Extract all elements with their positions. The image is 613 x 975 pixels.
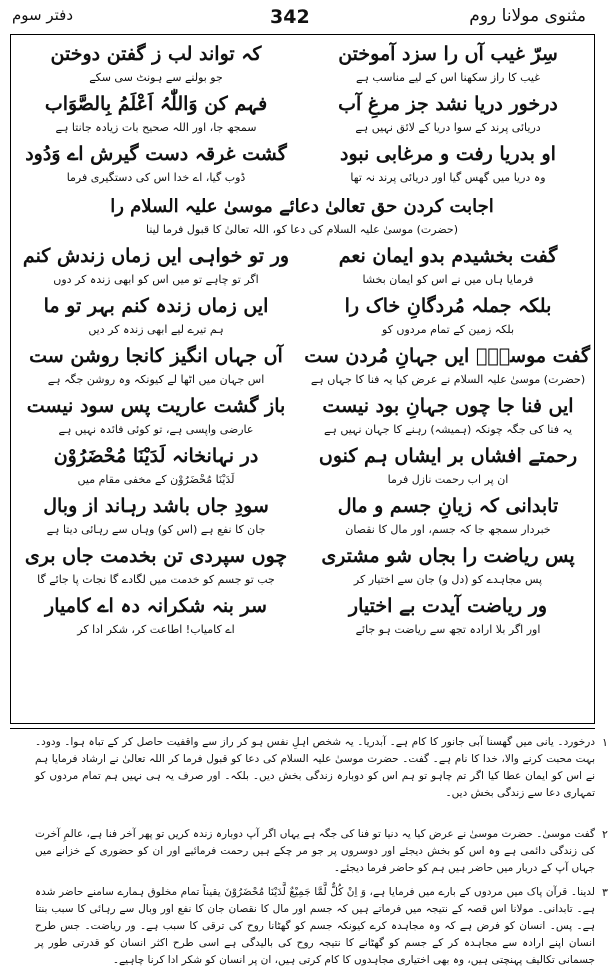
gloss-left: اگر تو چاہے تو میں اس کو ابھی زندہ کر دوں <box>53 273 259 286</box>
gloss-left: عارضی واپسی ہے، تو کوئی فائدہ نہیں ہے <box>58 423 254 436</box>
verse-right: گفت موسیٰؑ ایں جہانِ مُردن ست <box>304 345 590 367</box>
verse-left: در نہانخانہ لَدَیْنَا مُحْضَرُوْن <box>53 445 259 467</box>
gloss-left: جو بولنے سے ہونٹ سی سکے <box>89 71 223 84</box>
gloss-left: لَدَیْنَا مُحْضَرُوْن کے مخفی مقام میں <box>77 473 235 486</box>
footnote-text: گفت موسیٰ۔ حضرت موسیٰ نے عرض کیا یہ دنیا تو فنا کی جگہ ہے یہاں اگر آپ دوبارہ زندہ کریں تو پھر آخر فنا ہے، عالمِ آخرت کی زندگی دائمی ہے وہ اس کو بخش دیجئے اور دوسروں پر جو مر چکے ہیں رحمت فرمائیے اور ان کو حضوری کے خزانے میں جہاں آپ کے دربار میں حاضر ہیں ہم کو حاضر فرما دیجئے۔ <box>35 828 595 874</box>
gloss-left: سمجھ جا، اور اللہ صحیح بات زیادہ جانتا ہے <box>55 121 257 134</box>
footnote-text: درخورد۔ یانی میں گھسنا آبی جانور کا کام ہے۔ آبدریا۔ یہ شخص اہلِ نفس ہو کر راز سے واقفیت حاصل کر کے تباہ ہوا۔ ودود۔ بہت محبت کرنے والا، خدا کا نام ہے۔ گفت۔ حضرت موسیٰ علیہ السلام کی دعا کو قبول فرما کر اللہ تعالیٰ نے ارشاد فرمایا ہم نے اس کو ایمان عطا کیا اگر تم چاہو تو ہم اس کو دوبارہ زندگی بخش دیں۔ بلکہ۔ اور صرف یہ ہی نہیں ہم تمام مردوں کو تمہاری دعا سے زندگی بخش دیں۔ <box>35 736 595 799</box>
gloss-right: دریائی پرند کے سوا دریا کے لائق نہیں ہے <box>355 121 541 134</box>
footnote-divider <box>10 728 595 729</box>
section-title: دفتر سوم <box>12 6 74 24</box>
gloss-left: ڈوب گیا، اے خدا اس کی دستگیری فرما <box>66 171 246 184</box>
gloss-right: غیب کا راز سکھنا اس کے لیے مناسب ہے <box>356 71 540 84</box>
verse-left: آں جہاں انگیز کانجا روشن ست <box>29 345 283 367</box>
gloss-left: اے کامیاب! اطاعت کر، شکر ادا کر <box>77 623 235 636</box>
footnote <box>35 826 608 878</box>
gloss-right: بلکہ زمین کے تمام مردوں کو <box>381 323 515 336</box>
page-header <box>0 0 600 36</box>
verse-right: پس ریاضت را بجاں شو مشتری <box>321 545 575 567</box>
verse-left: ور تو خواہی ایں زماں زندش کنم <box>22 245 290 267</box>
footnote <box>35 884 608 972</box>
gloss-right: وہ دریا میں گھس گیا اور دریائی پرند نہ تھا <box>350 171 546 184</box>
verse-left: سودِ جاں باشد رہاند از وبال <box>43 495 269 517</box>
verse-right: درخور دریا نشد جز مرغِ آب <box>338 93 558 115</box>
verse-right: تابدانی کہ زیانِ جسم و مال <box>337 495 559 517</box>
footnote-text: لدینا۔ قرآن پاک میں مردوں کے بارے میں فرمایا ہے، وَ اِنْ کُلٌّ لَّمَّا جَمِیْعٌ لَّدَیْنَا مُحْضَرُوْنَ یقیناً تمام مخلوق ہمارے سامنے حاضر شدہ ہے۔ تابدانی۔ مولانا اس قصہ کے نتیجہ میں فرماتے ہیں کہ جسم اور مال کا نقصان جان کا نفع اور وبال سے رہائی کا سبب بنتا ہے۔ پس۔ انسان کو فرض ہے کہ وہ مجاہدہ کرے کیونکہ جسم کو گھٹانا روح کی ترقی کا سبب ہے۔ ور ریاضت۔ جس طرح انسان اپنے ارادہ سے مجاہدہ کر کے جسم کو گھٹانے کا نتیجہ روح کی بالیدگی ہے اسی طرح اکثر انسان کو قدرتی طور پر جسمانی تکالیف پہنچتی ہیں، وہ بھی اختیاری مجاہدوں کا کام کرتی ہیں، ان پر انسان کو شکر ادا کرنا چاہیے۔ <box>35 886 595 966</box>
verse-left: کہ تواند لب ز گفتن دوختن <box>50 43 262 65</box>
gloss-right: (حضرت) موسیٰ علیہ السلام نے عرض کیا یہ فنا کا جہاں ہے <box>310 373 586 386</box>
verse-right: رحمتے افشاں بر ایشاں ہم کنوں <box>318 445 578 467</box>
footnote-number: ۱ <box>602 736 608 749</box>
book-title: مثنوی مولانا روم <box>469 6 586 26</box>
footnote-number: ۲ <box>602 828 608 841</box>
verse-right: سِرّ غیب آں را سزد آموختن <box>338 43 558 65</box>
verse-right: ور ریاضت آیدت بے اختیار <box>348 595 548 617</box>
verse-left: سر بنہ شکرانہ دہ اے کامیار <box>45 595 267 617</box>
verse-left: ایں زماں زندہ کنم بہر تو ما <box>43 295 269 317</box>
gloss-left: ہم تیرے لیے ابھی زندہ کر دیں <box>88 323 224 336</box>
footnote <box>35 734 608 820</box>
verse-right: گفت بخشیدم بدو ایمان نعم <box>338 245 558 267</box>
gloss-right: ان پر اب رحمت نازل فرما <box>387 473 509 486</box>
gloss-left: جب تو جسم کو خدمت میں لگادے گا نجات پا جائے گا <box>37 573 275 586</box>
verse-left: چوں سپردی تن بخدمت جاں بری <box>24 545 288 567</box>
gloss-left: جان کا نفع ہے (اس کو) وہاں سے رہائی دیتا ہے <box>46 523 266 536</box>
gloss-right: پس مجاہدے کو (دل و) جان سے اختیار کر <box>353 573 543 586</box>
verse-left: گشت غرقہ دست گیرش اے وَدُود <box>25 143 287 165</box>
verse-right: او بدریا رفت و مرغابی نبود <box>340 143 556 165</box>
verse-right: بلکہ جملہ مُردگانِ خاک را <box>344 295 552 317</box>
gloss-right: فرمایا ہاں میں نے اس کو ایمان بخشا <box>362 273 534 286</box>
gloss-left: اس جہان میں اٹھا لے کیونکہ وہ روشن جگہ ہے <box>47 373 265 386</box>
footnote-number: ۳ <box>602 886 608 899</box>
section-heading: اجابت کردن حق تعالیٰ دعائے موسیٰ علیہ السلام را <box>110 196 494 217</box>
verse-left: باز گشت عاریت پس سود نیست <box>26 395 286 417</box>
page-number: 342 <box>270 6 310 28</box>
gloss-right: خبردار سمجھ جا کہ جسم، اور مال کا نقصان <box>345 523 551 536</box>
verse-right: ایں فنا جا چوں جہانِ بود نیست <box>322 395 574 417</box>
gloss-right: یہ فنا کی جگہ چونکہ (ہمیشہ) رہنے کا جہان نہیں ہے <box>323 423 573 436</box>
verse-left: فہم کن وَاللّٰہُ اَعْلَمُ بِالصَّوَاب <box>44 93 268 115</box>
gloss-right: اور اگر بلا ارادہ تجھ سے ریاضت ہو جائے <box>355 623 541 636</box>
heading-gloss: (حضرت) موسیٰ علیہ السلام کی دعا کو، اللہ تعالیٰ کا قبول فرما لینا <box>145 223 458 236</box>
